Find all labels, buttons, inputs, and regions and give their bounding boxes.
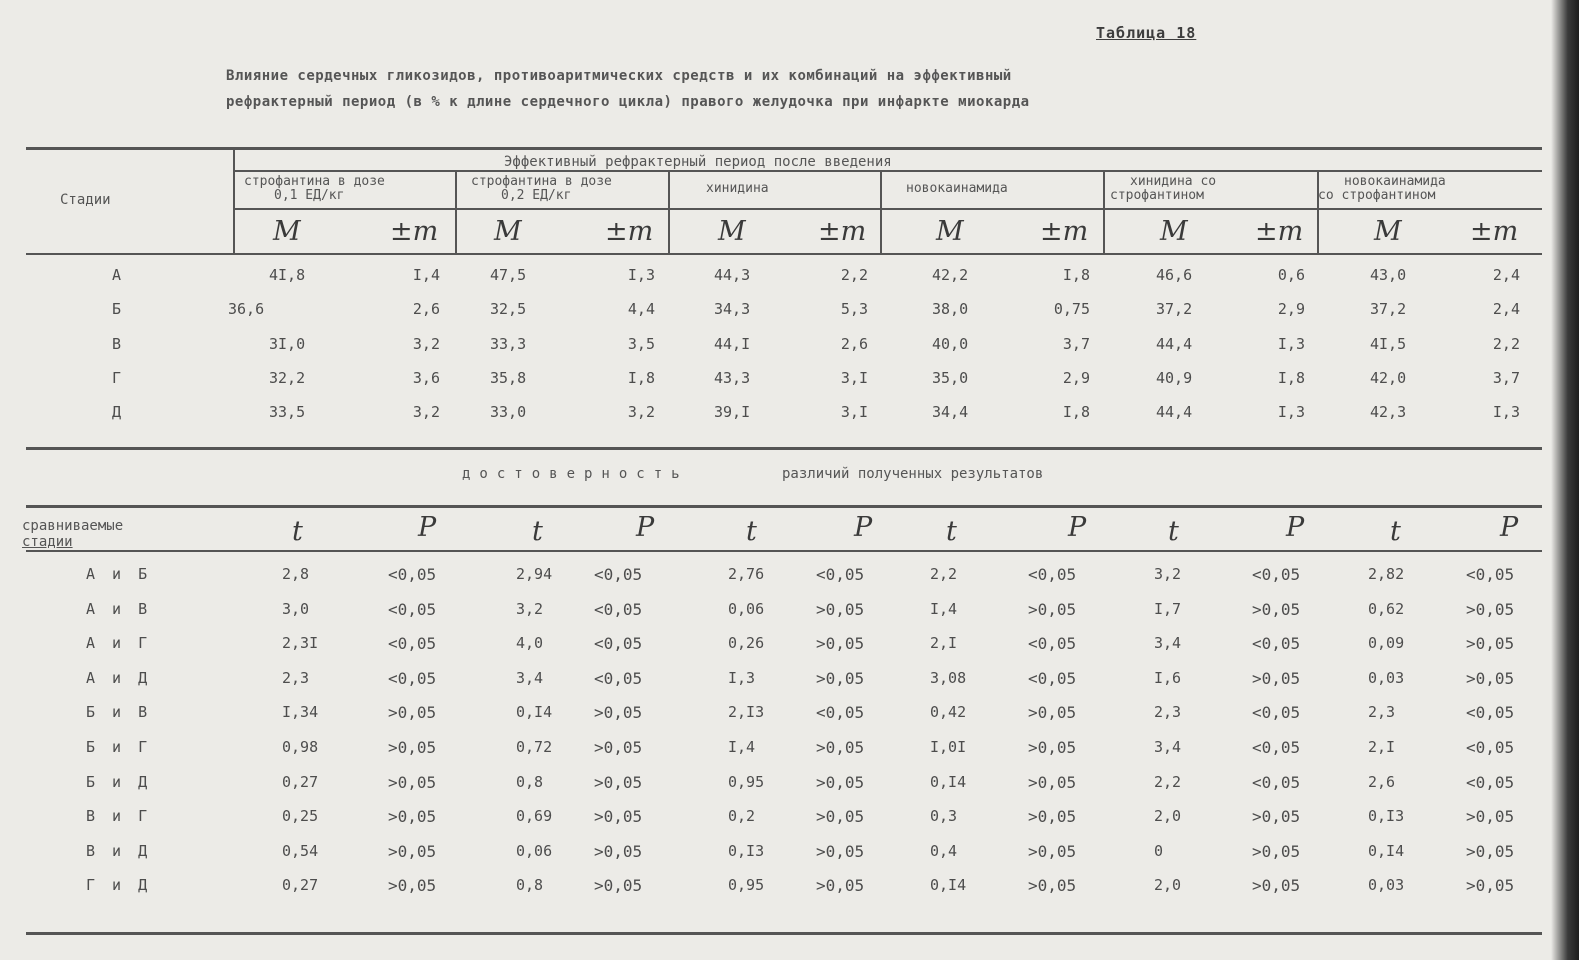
t-value: 2,I <box>930 634 958 653</box>
t-value: 2,3 <box>1154 703 1182 722</box>
error-value: 2,2 <box>840 266 868 284</box>
mean-value: 37,2 <box>1370 300 1407 318</box>
group-title-rule <box>234 170 1542 172</box>
stage-header: Стадии <box>60 192 111 208</box>
p-value: <0,05 <box>1028 634 1077 654</box>
t-value: 2,2 <box>1154 772 1182 791</box>
t-value: 2,76 <box>728 565 765 583</box>
p-value: <0,05 <box>594 668 643 688</box>
compare-header-1: сравниваемые <box>22 518 124 534</box>
t-value: 0,8 <box>516 772 544 791</box>
mean-value: 32,5 <box>490 300 527 318</box>
error-value: 3,I <box>840 403 868 421</box>
p-value: >0,05 <box>1252 841 1301 861</box>
t-value: 0,03 <box>1368 876 1405 895</box>
mean-value: 47,5 <box>490 266 527 284</box>
p-value: >0,05 <box>594 772 643 792</box>
mean-value: 32,2 <box>269 369 306 387</box>
p-value: >0,05 <box>816 807 865 827</box>
error-value: 2,4 <box>1492 300 1520 318</box>
p-value: >0,05 <box>816 738 865 757</box>
p-value: <0,05 <box>388 668 437 688</box>
error-value: 3,7 <box>1062 335 1090 353</box>
t-value: 2,0 <box>1154 807 1182 826</box>
t-value: I,3 <box>728 668 756 687</box>
error-value: I,8 <box>627 369 655 387</box>
mean-value: 35,8 <box>490 369 527 387</box>
t-value: 2,8 <box>282 565 310 583</box>
t-value: 2,6 <box>1368 772 1396 791</box>
compare-stage-cell: А и В <box>86 599 152 618</box>
p-value: >0,05 <box>1466 668 1515 688</box>
error-symbol: ±m <box>1040 216 1089 247</box>
p-value: >0,05 <box>1028 876 1077 896</box>
t-value: 0,I3 <box>1368 807 1405 826</box>
mean-value: 4I,5 <box>1370 335 1407 353</box>
column-header-5: хинидина со строфантином <box>1110 174 1217 203</box>
p-value: >0,05 <box>1028 807 1077 827</box>
error-value: I,3 <box>1277 403 1305 421</box>
t-value: 3,4 <box>1154 738 1182 756</box>
t-value: 0,03 <box>1368 668 1405 687</box>
t-value: 0,I4 <box>516 703 553 722</box>
t-value: 3,2 <box>1154 565 1182 583</box>
stage-cell: Б <box>112 300 122 318</box>
bottom-end-rule <box>26 932 1542 935</box>
t-value: 0,I4 <box>930 876 967 895</box>
t-value: 0 <box>1154 841 1164 860</box>
error-value: 2,9 <box>1062 369 1090 387</box>
mean-value: 34,3 <box>714 300 751 318</box>
t-symbol: t <box>946 516 957 547</box>
p-value: <0,05 <box>1252 772 1301 792</box>
error-value: 3,2 <box>627 403 655 421</box>
mean-value: 44,4 <box>1156 335 1193 353</box>
subheader-rule <box>26 253 1542 255</box>
compare-stage-cell: Г и Д <box>86 876 152 895</box>
p-value: <0,05 <box>1252 738 1301 757</box>
t-value: 2,I3 <box>728 703 765 722</box>
t-value: 3,0 <box>282 599 310 618</box>
error-value: 3,2 <box>412 335 440 353</box>
p-value: >0,05 <box>388 738 437 757</box>
error-value: 0,6 <box>1277 266 1305 284</box>
p-value: >0,05 <box>1466 599 1515 619</box>
mean-value: 43,3 <box>714 369 751 387</box>
error-value: I,8 <box>1062 403 1090 421</box>
stage-cell: А <box>112 266 122 284</box>
p-symbol: P <box>636 512 655 543</box>
error-value: 0,75 <box>1053 300 1090 318</box>
t-value: 0,I4 <box>1368 841 1405 860</box>
error-value: 3,7 <box>1492 369 1520 387</box>
p-value: >0,05 <box>594 841 643 861</box>
compare-header-2: стадии <box>22 534 73 550</box>
error-value: 3,I <box>840 369 868 387</box>
column-header-1: строфантина в дозе 0,1 ЕД/кг <box>244 174 385 203</box>
error-symbol: ±m <box>390 216 439 247</box>
p-value: <0,05 <box>1252 703 1301 723</box>
t-symbol: t <box>1390 516 1401 547</box>
column-header-2: строфантина в дозе 0,2 ЕД/кг <box>471 174 612 203</box>
stage-column-divider <box>233 148 235 254</box>
mean-value: 42,3 <box>1370 403 1407 421</box>
p-symbol: P <box>418 512 437 543</box>
t-value: I,6 <box>1154 668 1182 687</box>
compare-stage-cell: Б и В <box>86 703 152 722</box>
mean-value: 33,5 <box>269 403 306 421</box>
t-value: 0,54 <box>282 841 319 860</box>
error-value: I,8 <box>1277 369 1305 387</box>
mean-value: 38,0 <box>932 300 969 318</box>
column-header-6: новокаинамида со строфантином <box>1318 174 1446 203</box>
col-divider-2 <box>668 172 670 254</box>
p-symbol: P <box>1500 512 1519 543</box>
t-symbol: t <box>746 516 757 547</box>
compare-stage-cell: В и Г <box>86 807 152 826</box>
mean-symbol: М <box>1374 216 1402 247</box>
p-value: >0,05 <box>1028 738 1077 757</box>
p-value: >0,05 <box>816 599 865 619</box>
t-value: 0,8 <box>516 876 544 895</box>
t-value: 0,I4 <box>930 772 967 791</box>
error-symbol: ±m <box>818 216 867 247</box>
t-value: 0,06 <box>728 599 765 618</box>
mean-value: 37,2 <box>1156 300 1193 318</box>
compare-stage-cell: Б и Г <box>86 738 152 756</box>
p-value: <0,05 <box>594 565 643 584</box>
p-value: <0,05 <box>1466 703 1515 723</box>
t-value: 0,42 <box>930 703 967 722</box>
p-value: >0,05 <box>816 668 865 688</box>
t-value: 0,26 <box>728 634 765 653</box>
p-value: >0,05 <box>816 876 865 896</box>
bottom-title-rest: различий полученных результатов <box>782 466 1044 482</box>
p-value: >0,05 <box>1028 772 1077 792</box>
error-value: 2,6 <box>412 300 440 318</box>
t-value: 0,27 <box>282 772 319 791</box>
mean-symbol: М <box>1160 216 1188 247</box>
column-header-rule <box>234 208 1542 210</box>
mean-value: 35,0 <box>932 369 969 387</box>
p-value: <0,05 <box>594 634 643 654</box>
error-value: 2,9 <box>1277 300 1305 318</box>
t-value: 4,0 <box>516 634 544 653</box>
mean-value: 4I,8 <box>269 266 306 284</box>
t-value: 0,3 <box>930 807 958 826</box>
error-value: 5,3 <box>840 300 868 318</box>
mean-value: 40,9 <box>1156 369 1193 387</box>
error-value: I,8 <box>1062 266 1090 284</box>
col-divider-1 <box>455 172 457 254</box>
stage-cell: В <box>112 335 122 353</box>
p-value: >0,05 <box>388 841 437 861</box>
column-header-3: хинидина <box>706 181 769 196</box>
p-value: >0,05 <box>1252 668 1301 688</box>
mean-value: 42,2 <box>932 266 969 284</box>
mean-value: 44,I <box>714 335 751 353</box>
mean-value: 33,3 <box>490 335 527 353</box>
p-value: >0,05 <box>594 738 643 757</box>
error-symbol: ±m <box>1470 216 1519 247</box>
t-value: 0,69 <box>516 807 553 826</box>
mean-symbol: М <box>273 216 301 247</box>
mean-symbol: М <box>494 216 522 247</box>
t-value: 0,4 <box>930 841 958 860</box>
p-value: >0,05 <box>1466 876 1515 896</box>
bottom-subheader-rule <box>26 550 1542 552</box>
stage-cell: Г <box>112 369 122 387</box>
p-value: <0,05 <box>1028 668 1077 688</box>
mean-value: 44,3 <box>714 266 751 284</box>
mean-value: 3I,0 <box>269 335 306 353</box>
t-value: I,34 <box>282 703 319 722</box>
p-value: <0,05 <box>388 599 437 619</box>
col-divider-4 <box>1103 172 1105 254</box>
t-value: I,4 <box>930 599 958 618</box>
p-value: >0,05 <box>1028 599 1077 619</box>
t-value: 2,3 <box>1368 703 1396 722</box>
t-value: I,4 <box>728 738 756 756</box>
error-value: 2,6 <box>840 335 868 353</box>
t-value: 0,95 <box>728 772 765 791</box>
top-rule <box>26 147 1542 150</box>
mean-value: 33,0 <box>490 403 527 421</box>
p-value: >0,05 <box>1028 841 1077 861</box>
stage-cell: Д <box>112 403 122 421</box>
t-value: I,0I <box>930 738 967 756</box>
t-value: 2,3 <box>282 668 310 687</box>
mean-value: 34,4 <box>932 403 969 421</box>
error-value: I,3 <box>627 266 655 284</box>
compare-stage-cell: А и Г <box>86 634 152 653</box>
p-value: >0,05 <box>1466 841 1515 861</box>
compare-stage-cell: В и Д <box>86 841 152 860</box>
compare-stage-cell: А и Д <box>86 668 152 687</box>
p-value: >0,05 <box>388 772 437 792</box>
mean-value: 40,0 <box>932 335 969 353</box>
p-value: >0,05 <box>1252 807 1301 827</box>
p-value: >0,05 <box>1466 634 1515 654</box>
error-value: 3,6 <box>412 369 440 387</box>
mean-value: 39,I <box>714 403 751 421</box>
error-value: 3,2 <box>412 403 440 421</box>
caption-line-2: рефрактерный период (в % к длине сердечного цикла) правого желудочка при инфаркте миокарда <box>226 94 1030 110</box>
p-value: >0,05 <box>594 876 643 896</box>
t-value: 0,95 <box>728 876 765 895</box>
error-symbol: ±m <box>605 216 654 247</box>
t-symbol: t <box>1168 516 1179 547</box>
error-value: I,4 <box>412 266 440 284</box>
compare-stage-cell: А и Б <box>86 565 152 583</box>
p-value: <0,05 <box>1028 565 1077 584</box>
t-value: 3,4 <box>1154 634 1182 653</box>
t-value: I,7 <box>1154 599 1182 618</box>
p-value: <0,05 <box>388 565 437 584</box>
t-value: 0,62 <box>1368 599 1405 618</box>
p-symbol: P <box>1068 512 1087 543</box>
p-symbol: P <box>854 512 873 543</box>
t-value: 0,09 <box>1368 634 1405 653</box>
p-value: >0,05 <box>388 807 437 827</box>
p-value: <0,05 <box>816 565 865 584</box>
error-value: I,3 <box>1492 403 1520 421</box>
t-value: 0,98 <box>282 738 319 756</box>
t-value: 2,94 <box>516 565 553 583</box>
top-table-bottom-rule <box>26 447 1542 450</box>
mean-value: 44,4 <box>1156 403 1193 421</box>
t-symbol: t <box>292 516 303 547</box>
error-value: 2,2 <box>1492 335 1520 353</box>
p-value: >0,05 <box>816 634 865 654</box>
p-value: >0,05 <box>388 703 437 723</box>
p-value: <0,05 <box>1466 565 1515 584</box>
p-value: >0,05 <box>594 807 643 827</box>
t-value: 2,82 <box>1368 565 1405 583</box>
p-value: >0,05 <box>1466 807 1515 827</box>
p-value: <0,05 <box>1466 772 1515 792</box>
table-number: Таблица 18 <box>1096 24 1197 42</box>
t-value: 3,4 <box>516 668 544 687</box>
t-value: 3,08 <box>930 668 967 687</box>
p-value: <0,05 <box>388 634 437 654</box>
error-value: 4,4 <box>627 300 655 318</box>
p-value: <0,05 <box>594 599 643 619</box>
p-symbol: P <box>1286 512 1305 543</box>
bottom-title-spaced: достоверность <box>462 466 689 482</box>
error-value: 2,4 <box>1492 266 1520 284</box>
error-symbol: ±m <box>1255 216 1304 247</box>
t-value: 2,I <box>1368 738 1396 756</box>
p-value: >0,05 <box>816 772 865 792</box>
p-value: <0,05 <box>816 703 865 723</box>
t-value: 2,3I <box>282 634 319 653</box>
p-value: >0,05 <box>1252 599 1301 619</box>
compare-stage-cell: Б и Д <box>86 772 152 791</box>
page-edge-shadow <box>1551 0 1579 960</box>
p-value: <0,05 <box>1252 565 1301 584</box>
group-title: Эффективный рефрактерный период после введения <box>504 154 892 170</box>
p-value: >0,05 <box>1252 876 1301 896</box>
t-symbol: t <box>532 516 543 547</box>
mean-value: 42,0 <box>1370 369 1407 387</box>
mean-value: 36,6 <box>228 300 265 318</box>
bottom-top-rule <box>26 505 1542 508</box>
mean-value: 46,6 <box>1156 266 1193 284</box>
mean-value: 43,0 <box>1370 266 1407 284</box>
t-value: 0,06 <box>516 841 553 860</box>
p-value: >0,05 <box>388 876 437 896</box>
t-value: 2,2 <box>930 565 958 583</box>
t-value: 3,2 <box>516 599 544 618</box>
p-value: >0,05 <box>816 841 865 861</box>
p-value: >0,05 <box>1028 703 1077 723</box>
mean-symbol: М <box>718 216 746 247</box>
t-value: 2,0 <box>1154 876 1182 895</box>
p-value: <0,05 <box>1466 738 1515 757</box>
t-value: 0,27 <box>282 876 319 895</box>
t-value: 0,25 <box>282 807 319 826</box>
caption-line-1: Влияние сердечных гликозидов, противоаритмических средств и их комбинаций на эффективный <box>226 68 1012 84</box>
t-value: 0,I3 <box>728 841 765 860</box>
col-divider-3 <box>880 172 882 254</box>
column-header-4: новокаинамида <box>906 181 1008 196</box>
error-value: I,3 <box>1277 335 1305 353</box>
t-value: 0,72 <box>516 738 553 756</box>
error-value: 3,5 <box>627 335 655 353</box>
p-value: >0,05 <box>594 703 643 723</box>
t-value: 0,2 <box>728 807 756 826</box>
p-value: <0,05 <box>1252 634 1301 654</box>
mean-symbol: М <box>936 216 964 247</box>
